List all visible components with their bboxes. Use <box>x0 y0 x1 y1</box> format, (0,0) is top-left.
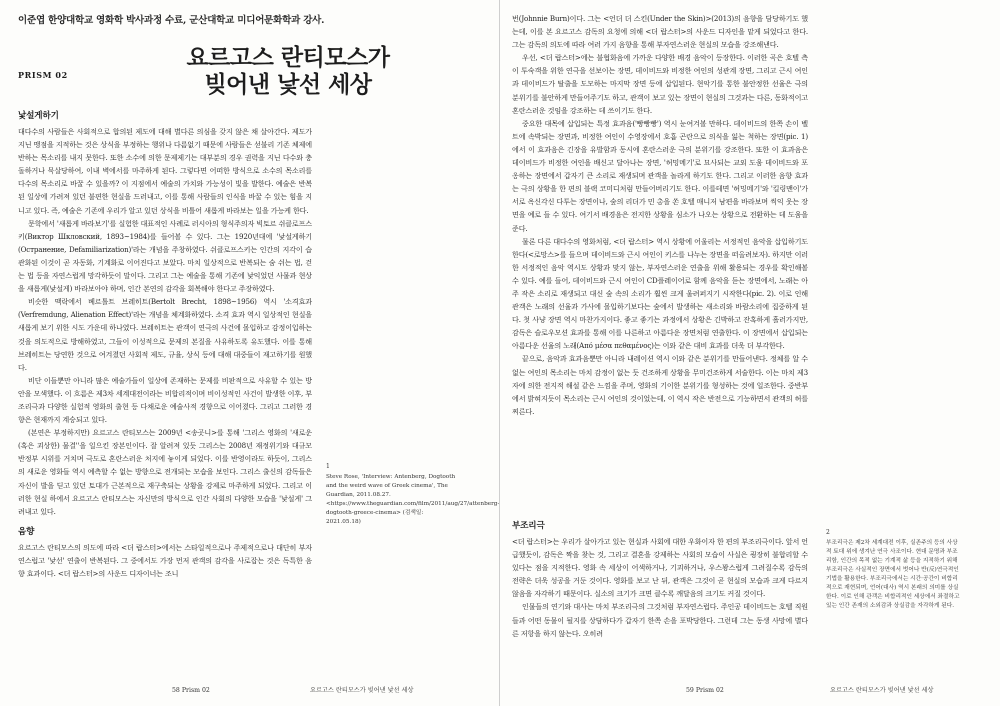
section-heading-absurd-theatre: 부조리극 <box>512 521 545 531</box>
paragraph: 비단 이들뿐만 아니라 많은 예술가들이 일상에 존재하는 문제를 비판적으로 사유할 수 있는 방안을 모색했다. 이 흐름은 제3차 세계대전이라는 비합리적이며 비이성적인 사건이 발생한 이후, 부조리극과 다양한 실험적 영화의 출현 등 다채로운 예술사적 경향으로 이어졌다. 그리고 그러한 경향은 현재까지 계승되고 있다. <box>18 375 312 425</box>
paragraph: 번(Johnnie Burn)이다. 그는 <언더 더 스킨(Under the Skin)>(2013)의 음향을 담당하기도 했는데, 이를 본 요르고스 감독의 요청에 의해 <더 랍스터>의 사운드 디자인을 맡게 되었다고 한다. 그는 감독의 의도에 따라 여러 가지 음향을 통해 부자연스러운 현실의 모습을 강조해낸다. <box>512 14 808 50</box>
section-heading-sound: 음향 <box>18 526 35 537</box>
author-line: 이준엽 한양대학교 영화학 박사과정 수료, 군산대학교 미디어문화학과 강사. <box>18 15 325 26</box>
paragraph: 요르고스 란티모스의 의도에 따라 <더 랍스터>에서는 스타일적으로나 주제적으로나 대단히 부자연스럽고 '낯선' 연출이 반복된다. 그 중에서도 가장 먼저 관객의 감각을 사로잡는 것은 독특한 음향 효과이다. <더 랍스터>의 사운드 디자이너는 조니 <box>18 542 312 578</box>
footnote-number: 2 <box>826 529 830 536</box>
paragraph: (본연은 부정하지만) 요르고스 란티모스는 2009년 <송곳니>를 통해 '그리스 영화의 '새로운(혹은 괴상한) 물결''을 일으킨 장본인이다. 잘 알려져 있듯 그리스는 2008년 재정위기와 대규모 반정부 시위를 거치며 극도로 혼란스러운 처지에 놓이게 되었다. 이를 반영이라도 하듯이, 그리스의 새로운 영화들 역시 예측할 수 없는 방향으로 전개되는 모습을 보인다. 그리스 출신의 감독들은 자신이 발을 딛고 있던 토대가 근본적으로 재구축되는 상황을 강제로 마주하게 되었다. 그리고 이러한 현실 하에서 요르고스 란티모스는 자신만의 방식으로 인간 사회의 다양한 모습을 '낯설게' 그려내고 있다. <box>18 428 312 516</box>
paragraph: <더 랍스터>는 우리가 살아가고 있는 현실과 사회에 대한 우화이자 한 편의 부조리극이다. 앞서 언급했듯이, 감독은 짝을 찾는 것, 그리고 결혼을 강제하는 사회의 모습이 사실은 굉장히 불합리할 수 있다는 점을 지적한다. 영화 속 세상이 어색하거나, 기괴하거나, 우스꽝스럽게 그려질수록 감독의 전략은 더욱 성공을 거둔 것이다. 영화를 보고 난 뒤, 관객은 그것이 곧 현실의 모습과 크게 다르지 않음을 자각하기 때문이다. 실소의 크기가 크면 클수록 깨달음의 크기도 커질 것이다. <box>512 537 808 599</box>
paragraph: 끝으로, 음악과 효과음뿐만 아니라 내레이션 역시 이와 같은 분위기를 만들어낸다. 정체를 알 수 없는 여인의 목소리는 마치 감정이 없는 듯 건조하게 상황을 무미건조하게 서술한다. 이는 마치 제3자에 의한 전지적 해설 같은 느낌을 주며, 영화의 기이한 분위기를 형성하는 것에 일조한다. 중반부에서 밝혀지듯이 목소리는 근시 여인의 것이었는데, 이 역시 작은 반전으로 기능하면서 관객의 허를 찌른다. <box>512 354 808 416</box>
running-title: 요르고스 란티모스가 빚어낸 낯선 세상 <box>310 687 414 694</box>
paragraph: 중요한 대목에 삽입되는 특정 효과음('빵빵빵') 역시 눈여겨볼 만하다. 데이비드의 한쪽 손이 벨트에 속박되는 장면과, 비정한 여인이 수영장에서 호흡 곤란으로 의식을 잃는 척하는 장면(pic. 1)에서 이 효과음은 긴장을 유발함과 동시에 혼란스러운 극의 분위기를 강조한다. 또한 이 효과음은 데이비드가 비정한 여인을 배신고 달아나는 장면, '허밍메기'로 묘사되는 교외 도움 데이비드와 포옹하는 장면에서 갑자기 큰 소리로 재생되며 관객을 놀라게 하기도 한다. 그리고 이러한 음향 효과는 극의 상황을 한 편의 블랙 코미디처럼 만들어버리기도 한다. 이를테면 '허밍메기'와 '킬링맨이'가 서로 옥신각신 다투는 장면이나, 숲의 리더가 민 총을 쏜 호텔 매니저 남편을 바라보며 씩익 웃는 장면을 예로 들 수 있다. 여기서 배경음은 전지한 상황을 심소가 나오는 상황으로 전환하는 데 도움을 준다. <box>512 118 808 233</box>
footnote-2 <box>826 528 961 611</box>
page-number: 59 Prism 02 <box>686 687 724 694</box>
paragraph: 대다수의 사람들은 사회적으로 합의된 제도에 대해 별다른 의심을 갖지 않은 채 살아간다. 제도가 지닌 맹점을 지적하는 것은 상식을 부정하는 행위나 다름없기 때문에 사람들은 섣불리 기존 체제에 반하는 목소리를 내지 못한다. 또한 소수에 의한 문제제기는 대부분의 경우 권력을 지닌 다수와 충돌하거나 묵살당하여, 이내 벽에서를 마주하게 된다. 그렇다면 어떠한 방식으로 소수의 목소리를 다수의 목소리로 바꿀 수 있을까? 이 지점에서 예술의 가치와 가능성이 빛을 발한다. 예술은 반복된 일상에 가려져 있던 불편한 현실을 드러내고, 이를 통해 사람들의 인식을 바꿀 수 있는 힘을 지니고 있다. 즉, 예술은 기존에 우리가 알고 있던 상식을 비틀어 새롭게 바라보는 일을 가능케 한다. <box>18 127 312 215</box>
footnote-number: 1 <box>326 463 330 470</box>
title-line-1: 요르고스 란티모스가 <box>186 44 390 71</box>
paragraph: 문학에서 '새롭게 바라보기'를 실험한 대표적인 사례로 러시아의 형식주의자 빅토르 쉬클로프스키(Виктор Шкловский, 1893~1984)를 들어볼 수 있다. 그는 1920년대에 '낯설게하기(Остранение, Defamiliarization)'라는 개념을 주창하였다. 쉬클로프스키는 인간의 지각이 습관화된 이것이 곧 자동화, 기계화로 이어진다고 보았다. 마치 일상적으로 반복되는 숨 쉬는 법, 걷는 법 등을 자연스럽게 망각하듯이 말이다. 그리고 그는 예술을 통해 기존에 낯익었던 사물과 현상을 새롭게(낯설게) 바라보아야 하며, 인간 본연의 감각을 회복해야 한다고 주장하였다. <box>18 218 312 294</box>
running-title: 요르고스 란티모스가 빚어낸 낯선 세상 <box>830 687 934 694</box>
right-main-column <box>512 12 808 418</box>
title-line-2: 빚어낸 낯선 세상 <box>204 71 372 98</box>
section-heading-defamiliarization: 낯설게하기 <box>18 111 59 121</box>
paragraph: 우선, <더 랍스터>에는 불협화음에 가까운 다양한 배경 음악이 등장한다. 이러한 곡은 호텔 측이 투숙객을 위한 연극을 선보이는 장면, 데이비드와 비정한 여인의 성관계 장면, 그리고 근시 여인과 데이비드가 탈출을 도모하는 마지막 장면 등에 삽입된다. 현악기를 통한 불안정한 선율은 극의 분위기를 불안하게 만들어주기도 하고, 관객이 보고 있는 장면이 현실의 그것과는 다른, 동화적이고 혼란스러운 것임을 강조하는 데 쓰이기도 한다. <box>512 53 808 115</box>
footnote-1 <box>326 462 500 527</box>
footnote-text: Steve Rose, 'Interview: Antenberg, Dogtooth and the weird wave of Greek cinema', The Guardian, 2011.08.27. <https://www.theguardian.com/film/2011/aug/27/attenberg-dogtooth-greece-cinema> (검색일: 2021.05.18) <box>326 474 500 525</box>
footnote-text: 부조리극은 제2차 세계대전 이후, 실존주의 등의 사상적 토대 위에 생겨난 연극 사조이다. 현대 문명과 부조리함, 인간의 목적 없는 기계적 삶 등을 지적하기 위해 부조리극은 사실적인 장면에서 벗어나 반(反)연극적인 기법을 활용한다. 부조리극에서는 시간·공간이 비합리적으로 재현되며, 언어(대사) 역시 본래의 의미를 상실한다. 이로 인해 관객은 비합리적인 세상에서 좌절하고 있는 인간 존재의 소외감과 상실감을 자각하게 된다. <box>826 540 960 609</box>
right-page <box>500 0 1000 706</box>
section-label: PRISM 02 <box>18 70 68 80</box>
paragraph: 인물들의 연기와 대사는 마치 부조리극의 그것처럼 부자연스럽다. 주인공 데이비드는 호텔 직원들과 어떤 동물이 될지를 상담하다가 갑자기 한쪽 손을 포박당한다. 그런데 그는 동생 사망에 별다른 저항을 하지 않는다. 오히려 <box>512 602 808 638</box>
page-number: 58 Prism 02 <box>172 687 210 694</box>
article-title <box>168 44 408 98</box>
left-main-column <box>18 110 312 580</box>
paragraph: 물론 다른 대다수의 영화처럼, <더 랍스터> 역시 상황에 어울리는 서정적인 음악을 삽입하기도 한다(<로망스>를 들으며 데이비드와 근시 여인이 키스를 나누는 장면을 떠올려보자). 하지만 이러한 서정적인 음악 역시도 상황과 맞지 않는, 부자연스러운 연출을 위해 활용되는 경우를 확인해볼 수 있다. 예를 들어, 데이비드와 근시 여인이 CD플레이어로 함께 음악을 듣는 장면에서, 노래는 아주 작은 소리로 재생되고 대신 숲 속의 소리가 훨씬 크게 울려퍼지기 시작한다(pic. 2). 이로 인해 관객은 노래의 선율과 가사에 몰입하기보다는 숲에서 발생하는 새소리와 바람소리에 집중하게 된다. 첫 사냥 장면 역시 마찬가지이다. 좋고 좋기는 과정에서 상황은 긴박하고 잔혹하게 흘러가지만, 감독은 슬로우모션 효과를 통해 이를 나른하고 아름다운 장면처럼 연출한다. 이 장면에서 삽입되는 아름다운 선율의 노래(Από μέσα πεθαμένος)는 이와 같은 대비 효과를 더욱 더 부각한다. <box>512 236 808 351</box>
paragraph: 비슷한 맥락에서 베르톨트 브레히트(Bertolt Brecht, 1898~1956) 역시 '소격효과(Verfremdung, Alienation Effect)'라는 개념을 체계화하였다. 소격 효과 역시 일상적인 현실을 새롭게 보기 위한 시도 가운데 하나였다. 브레히트는 관객이 연극의 사건에 몰입하고 감정이입하는 것을 의도적으로 방해하였고, 그들이 이성적으로 문제의 본질을 사유하도록 유도했다. 이를 통해 브레히트는 당연한 것으로 여겨졌던 사회적 제도, 규율, 상식 등에 대해 대중들이 재고하기를 원했다. <box>18 297 312 372</box>
right-lower-column <box>512 520 808 640</box>
